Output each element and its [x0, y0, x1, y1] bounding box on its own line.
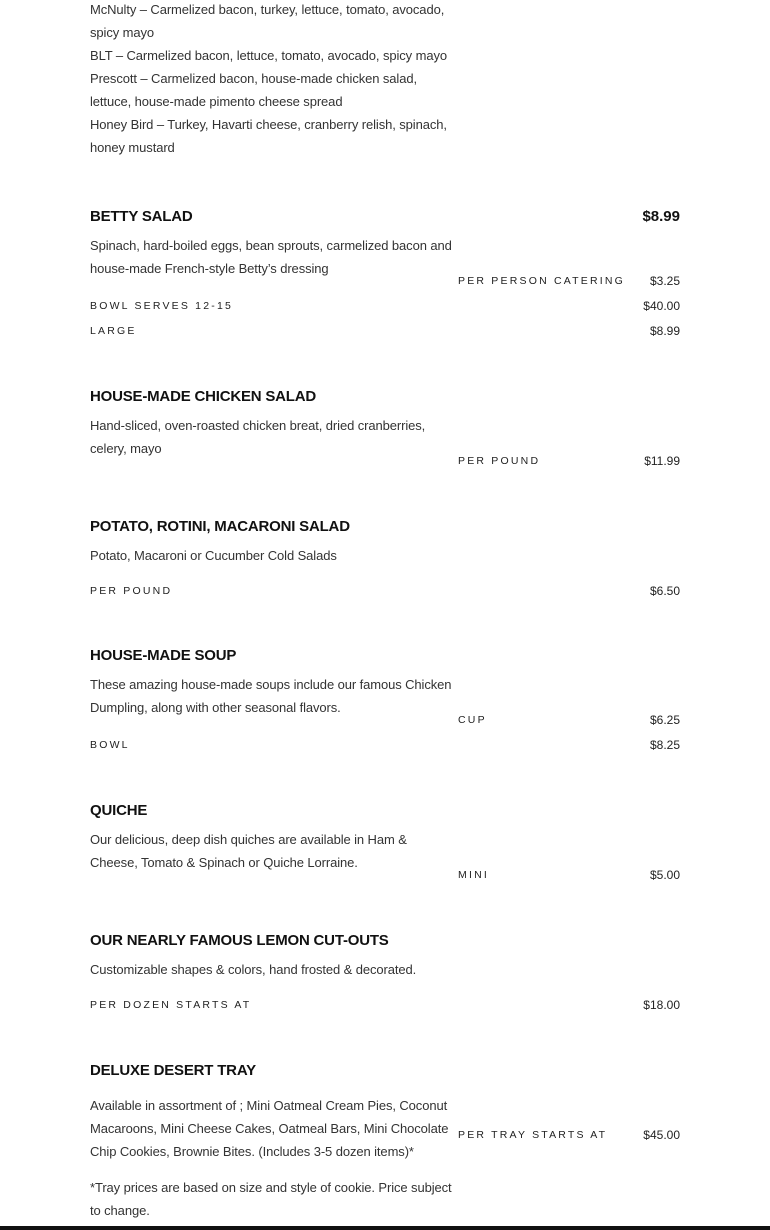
chicken-salad-option-price: $11.99 — [644, 454, 680, 468]
lemon-cutouts-description: Customizable shapes & colors, hand frosted & decorated. — [90, 962, 417, 977]
dessert-tray-option-label: PER TRAY STARTS AT — [458, 1129, 608, 1141]
dessert-tray-description: Available in assortment of ; Mini Oatmeal Cream Pies, Coconut Macaroons, Mini Cheese Cakes, Oatmeal Bars, Mini Chocolate Chip Cookies, Brownie Bites. (Includes 3-5 dozen items)* — [90, 1098, 449, 1159]
soup-option-price: $6.25 — [649, 713, 680, 727]
lemon-cutouts-option-label: PER DOZEN STARTS AT — [90, 999, 252, 1011]
sandwich-item-blt: BLT – Carmelized bacon, lettuce, tomato, avocado, spicy mayo — [90, 48, 447, 63]
sandwich-item-prescott: Prescott – Carmelized bacon, house-made chicken salad, lettuce, house-made pimento cheese spread — [90, 71, 417, 109]
soup-description: These amazing house-made soups include our famous Chicken Dumpling, along with other seasonal flavors. — [90, 677, 452, 715]
quiche-description: Our delicious, deep dish quiches are available in Ham & Cheese, Tomato & Spinach or Quiche Lorraine. — [90, 832, 407, 870]
betty-salad-option-price: $8.99 — [649, 324, 680, 338]
potato-salad-title: POTATO, ROTINI, MACARONI SALAD — [90, 518, 350, 535]
dessert-tray-option-price: $45.00 — [643, 1128, 680, 1142]
chicken-salad-title: HOUSE-MADE CHICKEN SALAD — [90, 388, 317, 405]
betty-salad-option-price: $40.00 — [643, 299, 680, 313]
quiche-option-price: $5.00 — [649, 868, 680, 882]
quiche-title: QUICHE — [90, 802, 148, 819]
betty-salad-price: $8.99 — [642, 208, 680, 225]
bottom-divider — [0, 1226, 770, 1230]
quiche-option-label: MINI — [458, 869, 489, 881]
betty-salad-description: Spinach, hard-boiled eggs, bean sprouts, carmelized bacon and house-made French-style Betty’s dressing — [90, 238, 452, 276]
sandwich-item-mcnulty: McNulty – Carmelized bacon, turkey, lettuce, tomato, avocado, spicy mayo — [90, 2, 445, 40]
potato-salad-option-label: PER POUND — [90, 585, 173, 597]
soup-option-label: BOWL — [90, 739, 130, 751]
potato-salad-option-price: $6.50 — [649, 584, 680, 598]
betty-salad-option-label: PER PERSON CATERING — [458, 275, 626, 287]
betty-salad-title: BETTY SALAD — [90, 208, 193, 225]
dessert-tray-title: DELUXE DESERT TRAY — [90, 1062, 256, 1079]
betty-salad-option-label: LARGE — [90, 325, 137, 337]
chicken-salad-description: Hand-sliced, oven-roasted chicken breat, dried cranberries, celery, mayo — [90, 418, 426, 456]
betty-salad-option-label: BOWL SERVES 12-15 — [90, 300, 234, 312]
betty-salad-option-price: $3.25 — [649, 274, 680, 288]
chicken-salad-option-label: PER POUND — [458, 455, 541, 467]
soup-option-label: CUP — [458, 714, 487, 726]
dessert-tray-note: *Tray prices are based on size and style of cookie. Price subject to change. — [90, 1180, 452, 1218]
soup-option-price: $8.25 — [649, 738, 680, 752]
sandwich-item-honey-bird: Honey Bird – Turkey, Havarti cheese, cranberry relish, spinach, honey mustard — [90, 117, 447, 155]
soup-title: HOUSE-MADE SOUP — [90, 647, 237, 664]
lemon-cutouts-option-price: $18.00 — [643, 998, 680, 1012]
lemon-cutouts-title: OUR NEARLY FAMOUS LEMON CUT-OUTS — [90, 932, 389, 949]
potato-salad-description: Potato, Macaroni or Cucumber Cold Salads — [90, 548, 337, 563]
